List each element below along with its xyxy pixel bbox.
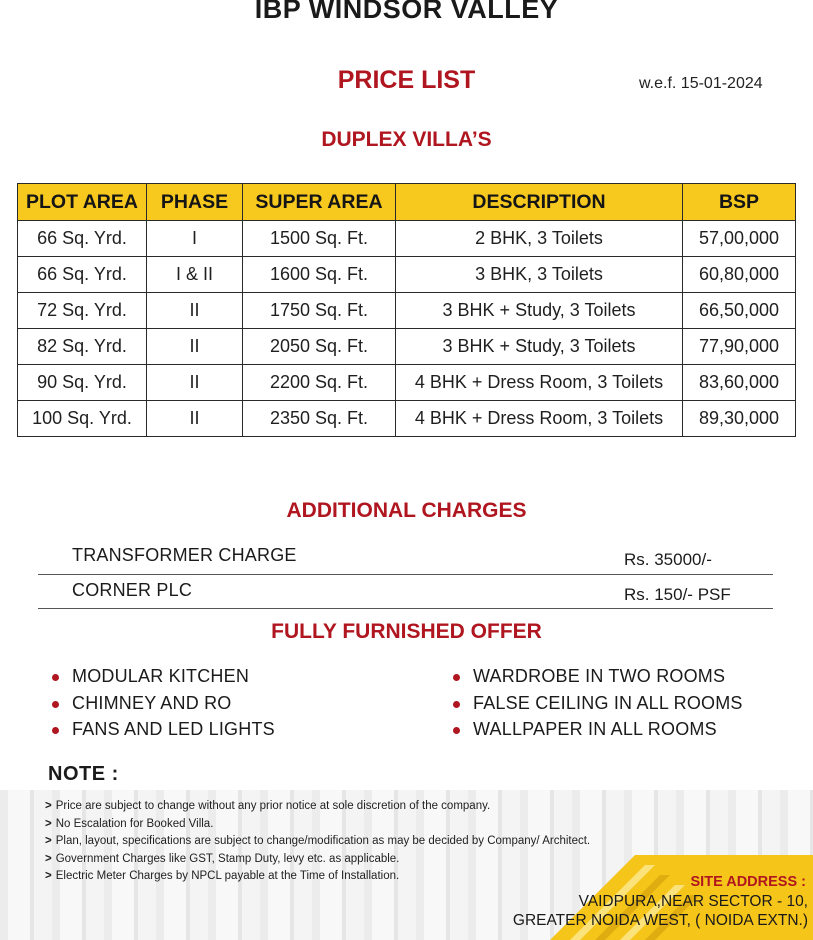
arrow-marker-icon: > <box>45 817 52 830</box>
charge-label: TRANSFORMER CHARGE <box>72 545 297 565</box>
charge-row <box>38 540 773 575</box>
list-item <box>473 666 743 693</box>
charge-label: CORNER PLC <box>72 580 193 600</box>
super-area-cell: 1500 Sq. Ft. <box>243 221 396 257</box>
effective-date: w.e.f. 15-01-2024 <box>639 75 763 92</box>
offer-list-right <box>473 666 743 746</box>
bsp-cell: 57,00,000 <box>683 221 796 257</box>
list-item <box>45 800 590 818</box>
description-cell: 3 BHK, 3 Toilets <box>396 257 683 293</box>
list-item <box>473 719 743 746</box>
super-area-cell: 1750 Sq. Ft. <box>243 293 396 329</box>
additional-charges-list <box>38 540 773 609</box>
arrow-marker-icon: > <box>45 800 52 812</box>
note-text: Electric Meter Charges by NPCL payable at the Time of Installation. <box>55 870 400 882</box>
offer-item: WALLPAPER IN ALL ROOMS <box>473 719 717 739</box>
bullet-icon <box>453 727 460 734</box>
charge-value: Rs. 150/- PSF <box>624 585 731 604</box>
column-header: DESCRIPTION <box>396 184 683 221</box>
bullet-icon <box>453 674 460 681</box>
bsp-cell: 66,50,000 <box>683 293 796 329</box>
phase-cell: II <box>147 365 243 401</box>
note-text: Plan, layout, specifications are subject to change/modification as may be decided by Company/ Architect. <box>55 835 591 847</box>
table-row <box>18 365 796 401</box>
super-area-cell: 2200 Sq. Ft. <box>243 365 396 401</box>
charge-row <box>38 575 773 609</box>
table-row <box>18 329 796 365</box>
column-header: PLOT AREA <box>18 184 147 221</box>
table-row <box>18 257 796 293</box>
site-address-line: VAIDPURA,NEAR SECTOR - 10, <box>578 893 808 910</box>
bullet-icon <box>453 701 460 708</box>
offer-item: MODULAR KITCHEN <box>72 666 250 686</box>
arrow-marker-icon: > <box>45 870 52 882</box>
super-area-cell: 2050 Sq. Ft. <box>243 329 396 365</box>
description-cell: 3 BHK + Study, 3 Toilets <box>396 293 683 329</box>
plot-area-cell: 66 Sq. Yrd. <box>18 221 147 257</box>
offer-list-left <box>72 666 275 746</box>
description-cell: 3 BHK + Study, 3 Toilets <box>396 329 683 365</box>
plot-area-cell: 100 Sq. Yrd. <box>18 401 147 437</box>
plot-area-cell: 90 Sq. Yrd. <box>18 365 147 401</box>
arrow-marker-icon: > <box>45 835 52 847</box>
column-header: BSP <box>683 184 796 221</box>
offer-item: CHIMNEY AND RO <box>72 692 232 713</box>
plot-area-cell: 66 Sq. Yrd. <box>18 257 147 293</box>
site-address-heading: SITE ADDRESS : <box>690 874 806 890</box>
description-cell: 4 BHK + Dress Room, 3 Toilets <box>396 401 683 437</box>
bsp-cell: 89,30,000 <box>683 401 796 437</box>
additional-charges-heading: ADDITIONAL CHARGES <box>286 499 527 522</box>
offer-item: FALSE CEILING IN ALL ROOMS <box>473 692 743 713</box>
table-row <box>18 221 796 257</box>
note-heading: NOTE : <box>48 763 119 785</box>
phase-cell: I <box>147 221 243 257</box>
furnished-offer-heading: FULLY FURNISHED OFFER <box>271 620 542 643</box>
site-address-line: GREATER NOIDA WEST, ( NOIDA EXTN.) <box>512 912 808 929</box>
phase-cell: I & II <box>147 257 243 293</box>
table-row <box>18 401 796 437</box>
offer-item: WARDROBE IN TWO ROOMS <box>473 666 726 686</box>
price-table <box>17 183 796 437</box>
phase-cell: II <box>147 401 243 437</box>
description-cell: 2 BHK, 3 Toilets <box>396 221 683 257</box>
bsp-cell: 77,90,000 <box>683 329 796 365</box>
list-item <box>45 835 590 853</box>
plot-area-cell: 72 Sq. Yrd. <box>18 293 147 329</box>
table-row <box>18 293 796 329</box>
list-item <box>72 693 275 720</box>
note-text: Government Charges like GST, Stamp Duty, levy etc. as applicable. <box>55 852 400 865</box>
super-area-cell: 2350 Sq. Ft. <box>243 401 396 437</box>
charge-value: Rs. 35000/- <box>624 550 712 569</box>
bullet-icon <box>52 674 59 681</box>
plot-area-cell: 82 Sq. Yrd. <box>18 329 147 365</box>
super-area-cell: 1600 Sq. Ft. <box>243 257 396 293</box>
column-header: SUPER AREA <box>243 184 396 221</box>
note-text: No Escalation for Booked Villa. <box>55 817 214 830</box>
bullet-icon <box>52 701 59 708</box>
column-header: PHASE <box>147 184 243 221</box>
duplex-villas-heading: DUPLEX VILLA’S <box>321 128 492 151</box>
arrow-marker-icon: > <box>45 852 52 865</box>
note-text: Price are subject to change without any prior notice at sole discretion of the company. <box>55 800 491 812</box>
phase-cell: II <box>147 293 243 329</box>
list-item <box>72 666 275 693</box>
list-item <box>72 719 275 746</box>
list-item <box>45 818 590 836</box>
phase-cell: II <box>147 329 243 365</box>
list-item <box>473 693 743 720</box>
bullet-icon <box>52 727 59 734</box>
offer-item: FANS AND LED LIGHTS <box>72 719 275 739</box>
bsp-cell: 60,80,000 <box>683 257 796 293</box>
table-header-row <box>18 184 796 221</box>
price-list-heading: PRICE LIST <box>337 66 476 94</box>
description-cell: 4 BHK + Dress Room, 3 Toilets <box>396 365 683 401</box>
bsp-cell: 83,60,000 <box>683 365 796 401</box>
page-title: IBP WINDSOR VALLEY <box>254 0 559 24</box>
